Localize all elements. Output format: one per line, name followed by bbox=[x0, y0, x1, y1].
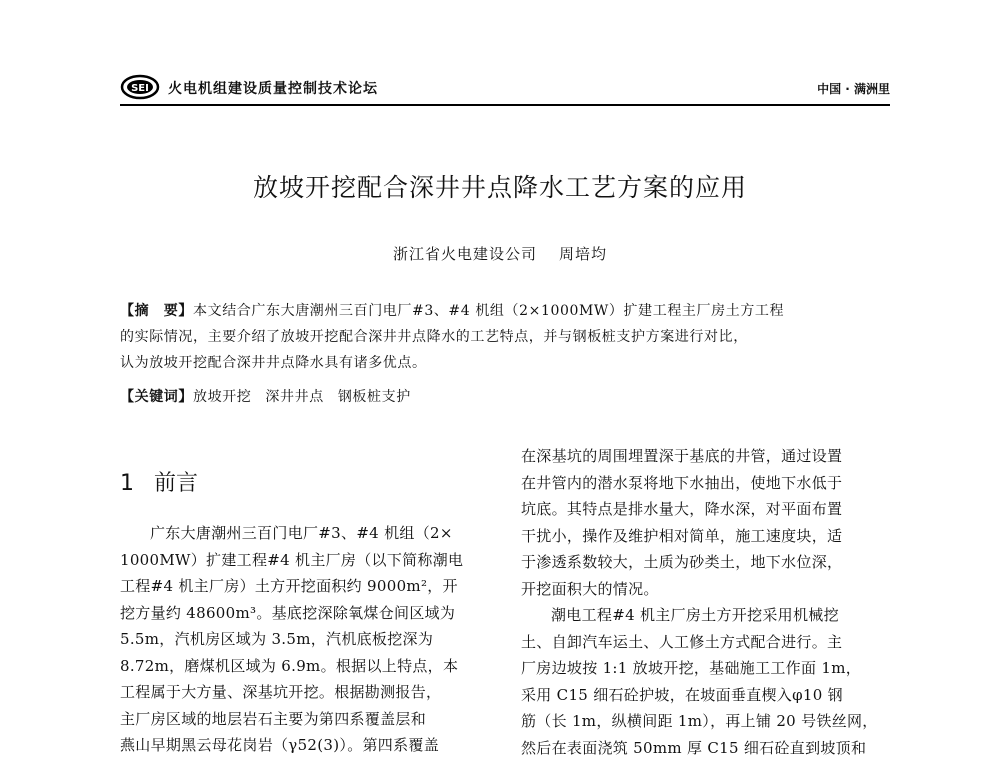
section-number: 1 bbox=[120, 471, 134, 496]
forum-logo-icon bbox=[120, 74, 160, 100]
text-line: 1000MW）扩建工程#4 机主厂房（以下简称潮电 bbox=[120, 547, 482, 574]
text-line: 燕山早期黑云母花岗岩（γ52(3)）。第四系覆盖 bbox=[120, 732, 482, 759]
keywords bbox=[120, 386, 890, 406]
page-header bbox=[120, 74, 890, 104]
text-line: 8.72m，磨煤机区域为 6.9m。根据以上特点，本 bbox=[120, 653, 482, 680]
text-line: 工程属于大方量、深基坑开挖。根据勘测报告， bbox=[120, 679, 482, 706]
text-line: 开挖面积大的情况。 bbox=[521, 576, 888, 603]
text-line: 于渗透系数较大，土质为砂类土，地下水位深， bbox=[521, 549, 888, 576]
text-line: 广东大唐潮州三百门电厂#3、#4 机组（2× bbox=[120, 520, 482, 547]
text-line: 主厂房区域的地层岩石主要为第四系覆盖层和 bbox=[120, 706, 482, 733]
text-line: 在井管内的潜水泵将地下水抽出，使地下水低于 bbox=[521, 470, 888, 497]
text-line: 干扰小，操作及维护相对简单，施工速度块，适 bbox=[521, 523, 888, 550]
abstract-line: 认为放坡开挖配合深井井点降水具有诸多优点。 bbox=[120, 350, 890, 376]
keyword: 放坡开挖 bbox=[193, 389, 251, 405]
conference-location: 中国 · 满洲里 bbox=[817, 80, 890, 97]
text-line: 5.5m，汽机房区域为 3.5m，汽机底板挖深为 bbox=[120, 626, 482, 653]
svg-text:SEI: SEI bbox=[131, 83, 149, 94]
section-title: 前言 bbox=[154, 471, 198, 496]
right-column bbox=[521, 443, 888, 761]
abstract-line: 的实际情况，主要介绍了放坡开挖配合深井井点降水的工艺特点，并与钢板桩支护方案进行对比， bbox=[120, 324, 890, 350]
author-name: 周培均 bbox=[559, 245, 607, 263]
abstract bbox=[120, 298, 890, 376]
text-line: 厂房边坡按 1:1 放坡开挖，基础施工工作面 1m， bbox=[521, 655, 888, 682]
text-line: 潮电工程#4 机主厂房土方开挖采用机械挖 bbox=[521, 602, 888, 629]
text-line: 坑底。其特点是排水量大，降水深，对平面布置 bbox=[521, 496, 888, 523]
text-line: 然后在表面浇筑 50mm 厚 C15 细石砼直到坡顶和 bbox=[521, 735, 888, 761]
text-line: 工程#4 机主厂房）土方开挖面积约 9000m²，开 bbox=[120, 573, 482, 600]
keyword: 钢板桩支护 bbox=[338, 389, 411, 405]
text-line: 筋（长 1m，纵横间距 1m），再上铺 20 号铁丝网， bbox=[521, 708, 888, 735]
text-line: 采用 C15 细石砼护坡，在坡面垂直楔入φ10 钢 bbox=[521, 682, 888, 709]
section-heading bbox=[120, 466, 198, 497]
affiliation: 浙江省火电建设公司 bbox=[393, 245, 537, 263]
text-line: 在深基坑的周围埋置深于基底的井管，通过设置 bbox=[521, 443, 888, 470]
header-divider bbox=[120, 104, 890, 106]
keywords-label: 【关键词】 bbox=[120, 389, 193, 405]
text-line: 土、自卸汽车运土、人工修土方式配合进行。主 bbox=[521, 629, 888, 656]
author-line bbox=[0, 243, 1000, 264]
left-column bbox=[120, 520, 482, 759]
text-line: 挖方量约 48600m³。基底挖深除氧煤仓间区域为 bbox=[120, 600, 482, 627]
abstract-label: 【摘 要】 bbox=[120, 303, 193, 319]
abstract-line: 本文结合广东大唐潮州三百门电厂#3、#4 机组（2×1000MW）扩建工程主厂房土方工程 bbox=[193, 303, 784, 319]
forum-title: 火电机组建设质量控制技术论坛 bbox=[168, 78, 378, 98]
keyword: 深井井点 bbox=[265, 389, 323, 405]
paper-title: 放坡开挖配合深井井点降水工艺方案的应用 bbox=[0, 168, 1000, 204]
